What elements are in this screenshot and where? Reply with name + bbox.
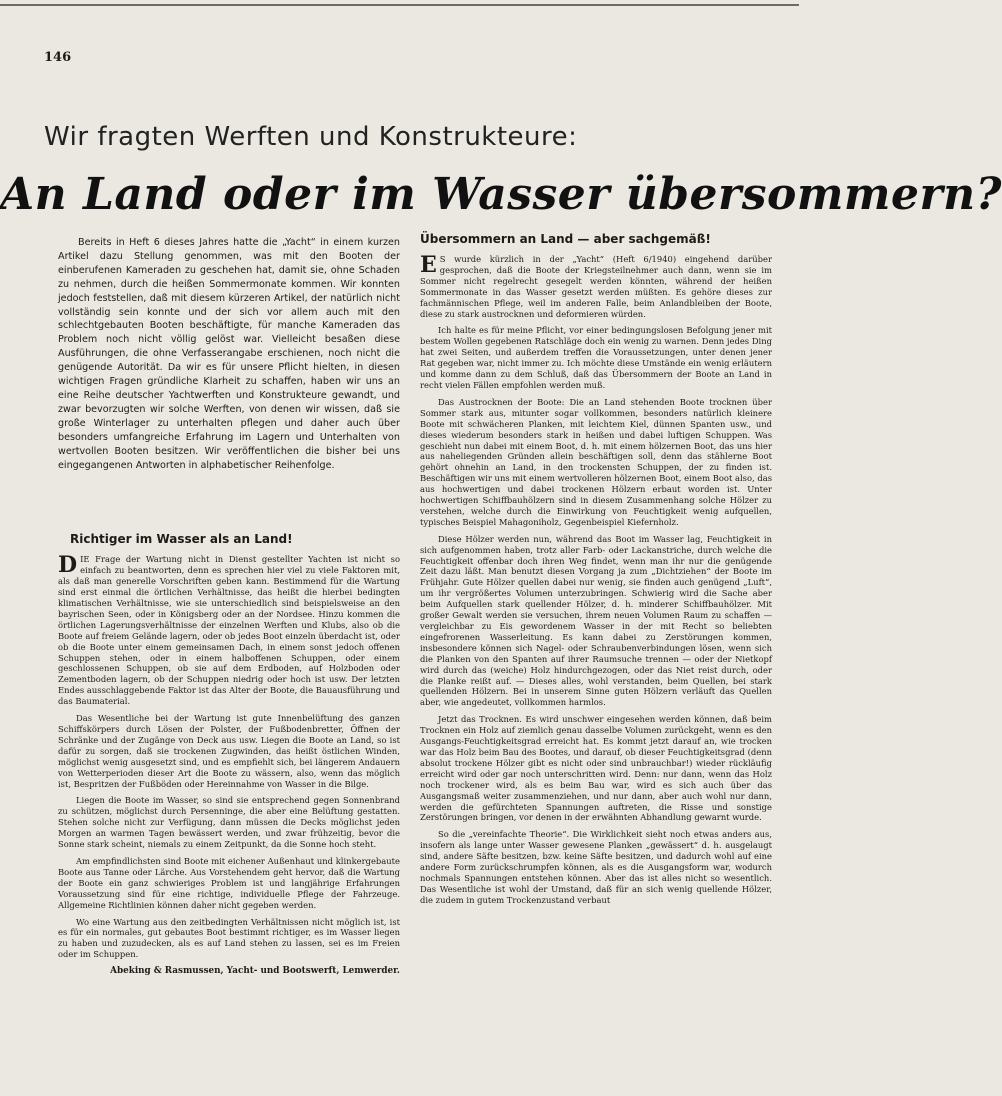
page-number: 146 (44, 50, 72, 65)
left-paragraph: Am empfindlichsten sind Boote mit eichener Außenhaut und klinkergebaute Boote aus Tanne oder Lärche. Aus Vorstehendem geht hervor, daß die Wartung der Boote ein ganz schwieriges Problem ist und langjährige Erfahrungen Voraussetzung sind für eine richtige, individuelle Pflege der Fahrzeuge. Allgemeine Richtlinien können daher nicht gegeben werden. (58, 855, 400, 910)
right-paragraph: So die „vereinfachte Theorie“. Die Wirklichkeit sieht noch etwas anders aus, insofern als lange unter Wasser gewesene Planken „gewässert“ d. h. ausgelaugt sind, andere Säfte besitzen, bzw. keine Säfte besitzen, und dadurch wohl auf eine andere Form zurückschrumpfen können, als es die Ausgangsform war, wodurch nochmals Spannungen entstehen können. Aber das ist alles nicht so wesentlich. Das Wesentliche ist wohl der Umstand, daß für an sich wenig quellende Hölzer, die zudem in gutem Trockenzustand verbaut (420, 829, 772, 905)
right-paragraph: Jetzt das Trocknen. Es wird unschwer eingesehen werden können, daß beim Trocknen ein Holz auf ziemlich genau dasselbe Volumen zurückgeht, wenn es den Ausgangs-Feuchtigkeitsgrad erreicht hat. Es kommt jetzt darauf an, wie trocken war das Holz beim Bau des Bootes, und darauf, ob dieser Feuchtigkeitsgrad (denn absolut trockene Hölzer gibt es nicht oder sind unbrauchbar!) wieder rückläufig erreicht wird oder gar noch unterschritten wird. Denn: nur dann, wenn das Holz noch trockener wird, als es beim Bau war, wird es sich auch über das Ausgangsmaß weiter zusammenziehen, und nur dann, aber auch wohl nur dann, werden die gefürchteten Spannungen auftreten, die Risse und sonstige Zerstörungen bringen, vor denen in der erwähnten Abhandlung gewarnt wurde. (420, 714, 772, 823)
signature: Abeking & Rasmussen, Yacht- und Bootswerft, Lemwerder. (110, 966, 400, 977)
right-section-heading: Übersommern an Land — aber sachgemäß! (420, 232, 711, 246)
left-paragraph: DIE Frage der Wartung nicht in Dienst gestellter Yachten ist nicht so einfach zu beantworten, denn es sprechen hier viel zu viele Faktoren mit, als daß man generelle Vorschriften geben kann. Bestimmend für die Wartung sind erst einmal die örtlichen Verhältnisse, das heißt die hierbei bedingten klimatischen Verhältnisse, wie sie unterschiedlich sind beispielsweise an den bayrischen Seen, oder in Königsberg oder an der Nordsee. Hinzu kommen die örtlichen Lagerungsverhältnisse der einzelnen Werften und Klubs, also ob die Boote auf freiem Gelände lagern, oder ob jedes Boot einzeln überdacht ist, oder ob die Boote unter einem gemeinsamen Dach, in einem sonst jedoch offenen Schuppen stehen, oder in einem halboffenen Schuppen, oder einem geschlossenen Schuppen, ob sie auf dem Erdboden, auf Holzboden oder Zementboden lagern, ob der Schuppen niedrig oder hoch ist usw. Der letzten Endes ausschlaggebende Faktor ist das Alter der Boote, die Bauausführung und das Baumaterial. (58, 552, 400, 707)
top-rule (0, 4, 799, 6)
left-section-heading: Richtiger im Wasser als an Land! (70, 532, 293, 547)
left-paragraph: Wo eine Wartung aus den zeitbedingten Verhältnissen nicht möglich ist, ist es für ein normales, gut gebautes Boot bestimmt richtiger, es im Wasser liegen zu haben und zuzudecken, als es auf Land stehen zu lassen, sei es im Freien oder im Schuppen. (58, 916, 400, 960)
left-paragraph: Das Wesentliche bei der Wartung ist gute Innenbelüftung des ganzen Schiffskörpers durch Lösen der Polster, der Fußbodenbretter, Öffnen der Schränke und der Zugänge von Deck aus usw. Liegen die Boote an Land, so ist dafür zu sorgen, daß sie trockenen Zugwinden, das heißt östlichen Winden, möglichst wenig ausgesetzt sind, und es empfiehlt sich, bei längerem Andauern von Wetterperioden dieser Art die Boote zu wässern, also, wenn das möglich ist, Bespritzen der Fußböden oder Hereinnahme von Wasser in die Bilge. (58, 713, 400, 789)
right-paragraph: ES wurde kürzlich in der „Yacht“ (Heft 6/1940) eingehend darüber gesprochen, daß die Boote der Kriegsteilnehmer auch dann, wenn sie im Sommer nicht regelrecht gesegelt werden könnten, während der heißen Sommermonate in das Wasser gesetzt werden müßten. Es gehöre dieses zur fachmännischen Pflege, weil im anderen Falle, beim Anlandbleiben der Boote, diese zu stark austrocknen und deformieren würden. (420, 252, 772, 319)
headline: An Land oder im Wasser übersommern? (0, 169, 1002, 221)
right-column (420, 232, 772, 912)
left-paragraph: Liegen die Boote im Wasser, so sind sie entsprechend gegen Sonnenbrand zu schützen, möglichst durch Persenninge, die aber eine Belüftung gestatten. Stehen solche nicht zur Verfügung, dann müssen die Decks möglichst jeden Morgen an warmen Tagen bewässert werden, und zwar frühzeitig, bevor die Sonne stark scheint, niemals zu einem Zeitpunkt, da die Sonne hoch steht. (58, 795, 400, 850)
left-column (58, 232, 400, 976)
right-paragraph: Diese Hölzer werden nun, während das Boot im Wasser lag, Feuchtigkeit in sich aufgenommen haben, trotz aller Farb- oder Lackanstriche, durch welche die Feuchtigkeit offenbar doch ihren Weg findet, wenn man ihr nur die genügende Zeit dazu läßt. Man benutzt diesen Vorgang ja zum „Dichtziehen“ der Boote im Frühjahr. Gute Hölzer quellen dabei nur wenig, sie finden auch genügend „Luft“, um ihr vergrößertes Volumen unterzubringen. Schwierig wird die Sache aber beim Aufquellen stark quellender Hölzer, d. h. minderer Schiffbauhölzer. Mit großer Gewalt werden sie versuchen, ihrem neuen Volumen Raum zu schaffen — vergleichbar zu Eis gewordenem Wasser in der mit Recht so beliebten eingefrorenen Wasserleitung. Es kann dabei zu Zerstörungen kommen, insbesondere können sich Nagel- oder Schraubenverbindungen lösen, wenn sich die Planken von den Spanten auf ihrer Raumsuche trennen — oder der Nietkopf wird durch das (weiche) Holz hindurchgezogen, oder das Niet reist durch, oder die Planke reißt auf. — Dieses alles, wohl verstanden, beim Quellen, bei stark quellenden Hölzern. Bei in unserem Sinne guten Hölzern verläuft das Quellen aber, wie angedeutet, vollkommen harmlos. (420, 533, 772, 708)
right-paragraph: Das Austrocknen der Boote: Die an Land stehenden Boote trocknen über Sommer stark aus, mitunter sogar vollkommen, besonders natürlich kleinere Boote mit schwächeren Planken, mit leichtem Kiel, dünnen Spanten usw., und dieses wiederum besonders stark in heißen und dabei luftigen Schuppen. Was geschieht nun dabei mit einem Boot, d. h. mit einem hölzernen Boot, das uns hier aus naheliegenden Gründen allein beschäftigen soll, denn das stählerne Boot gehört ohnehin an Land, in den trockensten Schuppen, der zu finden ist. Beschäftigen wir uns mit einem wertvolleren hölzernen Boot, einem Boot also, das aus hochwertigen und dabei trockenen Hölzern erbaut worden ist. Unter hochwertigen Schiffbauhölzern sind in diesem Zusammenhang solche Hölzer zu verstehen, welche durch die Einwirkung von Feuchtigkeit wenig aufquellen, typisches Beispiel Mahagoniholz, Gegenbeispiel Kiefernholz. (420, 396, 772, 527)
intro-paragraph: Bereits in Heft 6 dieses Jahres hatte die „Yacht“ in einem kurzen Artikel dazu Stellung genommen, was mit den Booten der einberufenen Kameraden zu geschehen hat, damit sie, ohne Schaden zu nehmen, durch die heißen Sommermonate kommen. Wir konnten jedoch feststellen, daß mit diesem kürzeren Artikel, der natürlich nicht vollständig sein konnte und der sich vor allem auch mit den schlechtgebauten Booten beschäftigte, für manche Kameraden das Problem noch nicht völlig gelöst war. Vielleicht besaßen diese Ausführungen, die ohne Verfasserangabe erschienen, noch nicht die genügende Autorität. Da wir es für unsere Pflicht hielten, in diesen wichtigen Fragen gründliche Klarheit zu schaffen, haben wir uns an eine Reihe deutscher Yachtwerften und Konstrukteure gewandt, und zwar bevorzugten wir solche Werften, von denen wir wissen, daß sie große Winterlager zu unterhalten pflegen und daher auch über besonders umfangreiche Erfahrung im Lagern und Unterhalten von wertvollen Booten besitzen. Wir veröffentlichen die bisher bei uns eingegangenen Antworten in alphabetischer Reihenfolge. (58, 237, 400, 471)
right-paragraph: Ich halte es für meine Pflicht, vor einer bedingungslosen Befolgung jener mit bestem Wollen gegebenen Ratschläge doch ein wenig zu warnen. Denn jedes Ding hat zwei Seiten, und außerdem treffen die Voraussetzungen, unter denen jener Rat gegeben war, nicht immer zu. Ich möchte diese Umstände ein wenig erläutern und komme dann zu dem Schluß, daß das Übersommern der Boote an Land in recht vielen Fällen empfohlen werden muß. (420, 325, 772, 390)
right-section-body (420, 254, 772, 906)
kicker-title: Wir fragten Werften und Konstrukteure: (44, 121, 578, 152)
left-section-body (58, 554, 400, 976)
